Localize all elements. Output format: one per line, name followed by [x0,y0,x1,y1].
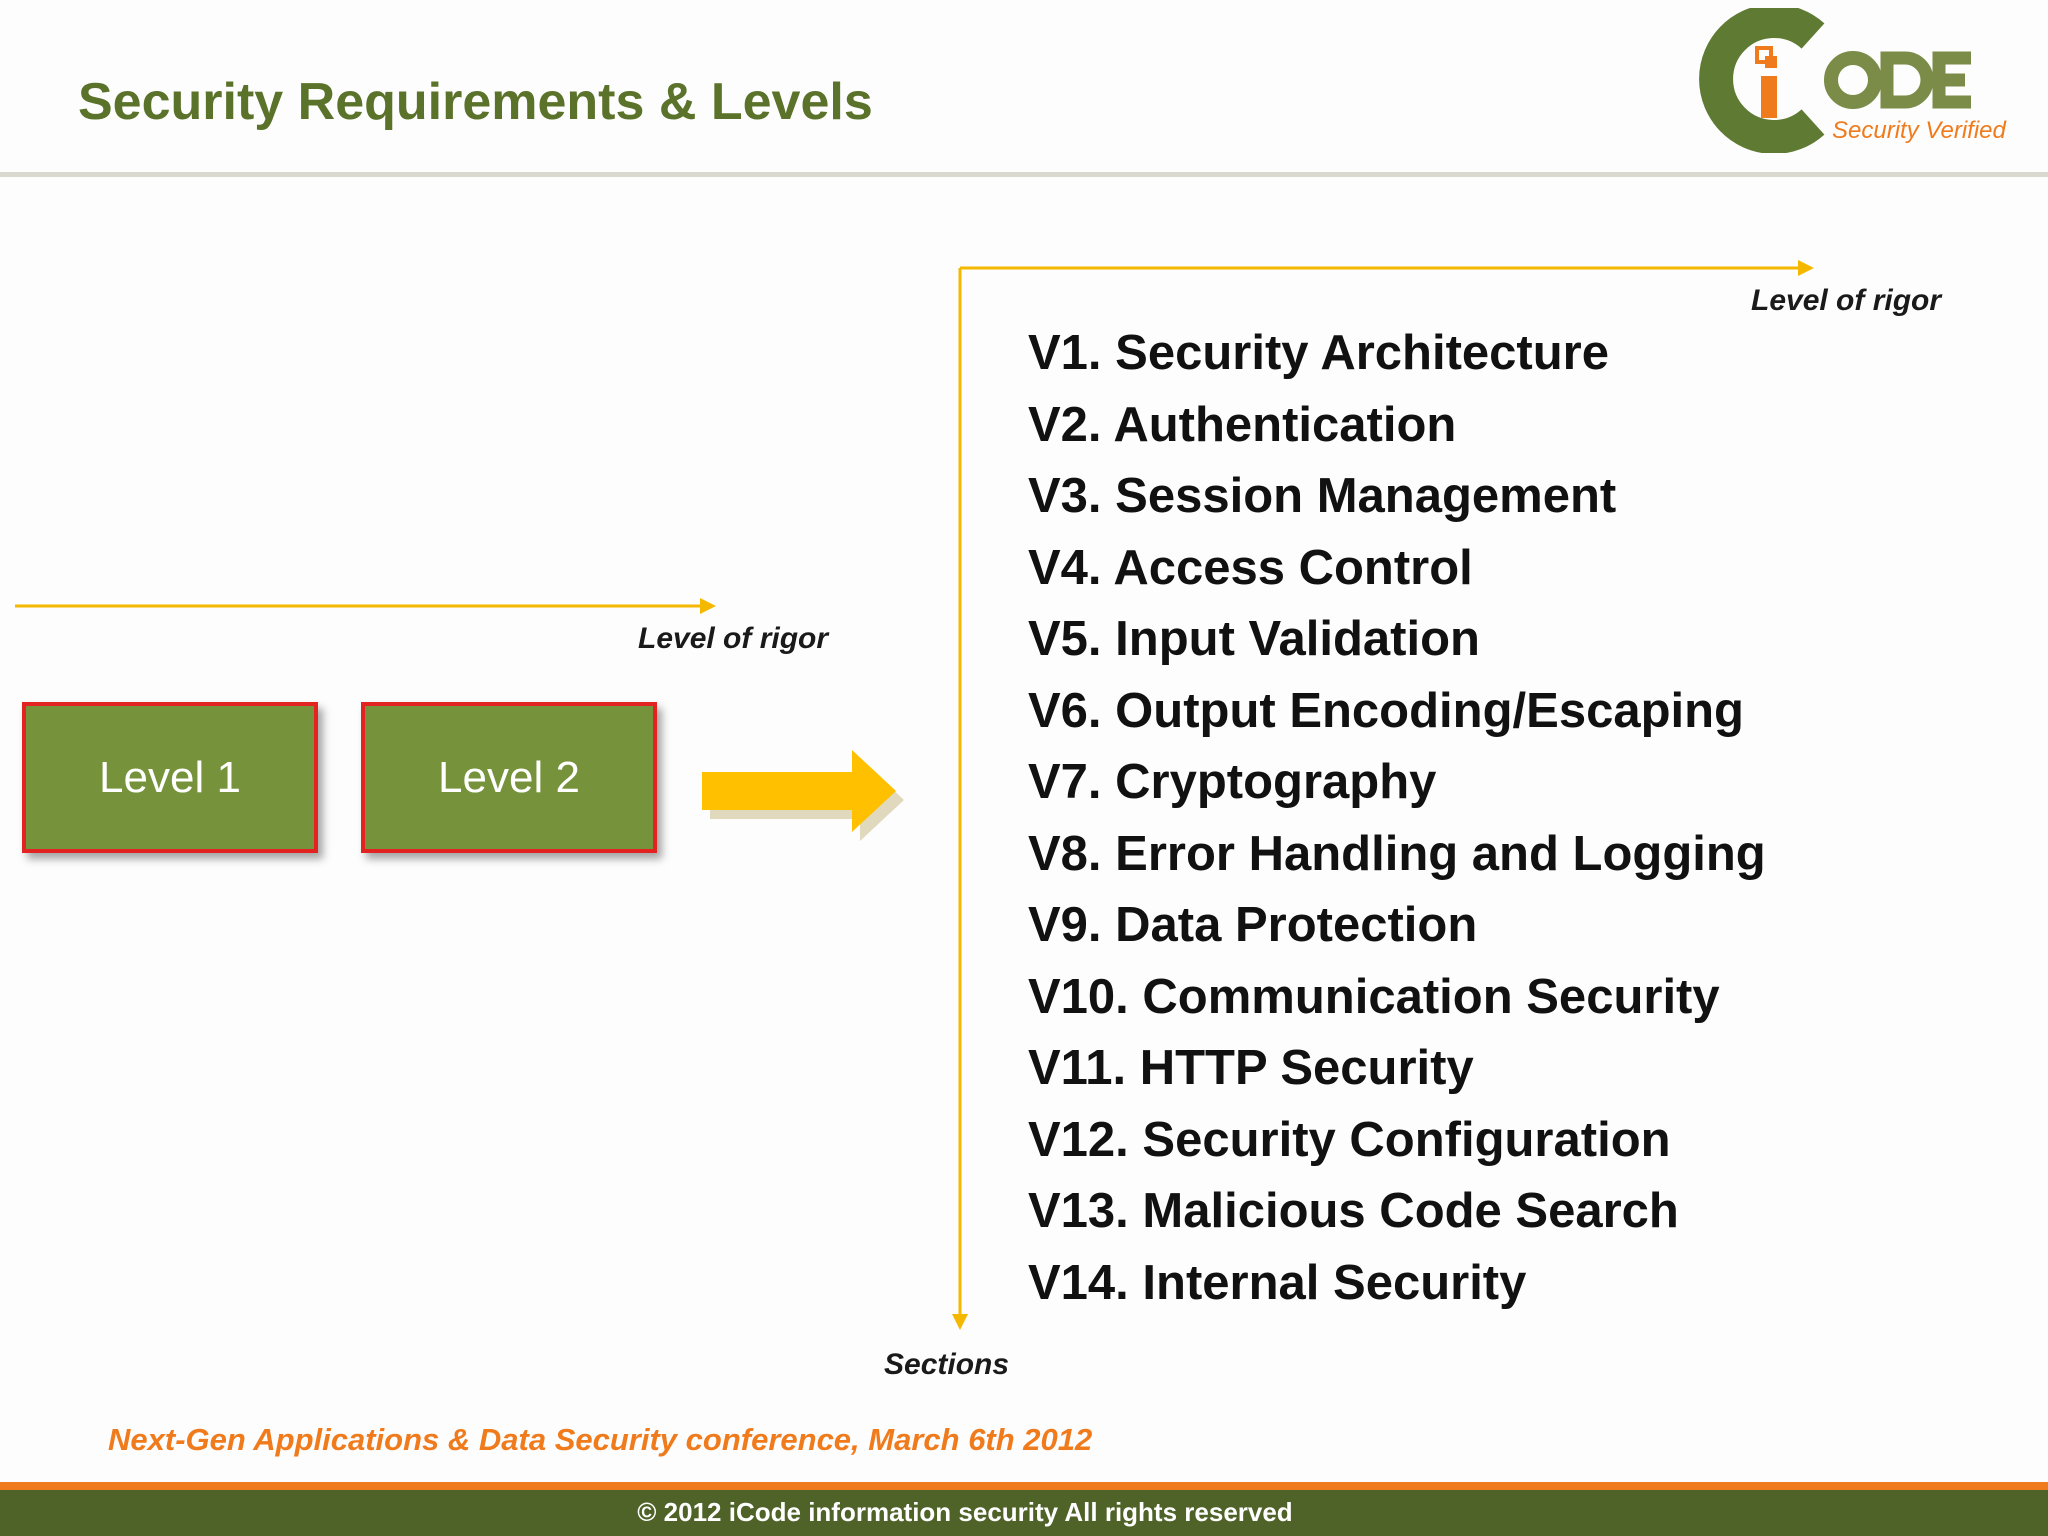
section-item: V1. Security Architecture [1028,326,1609,380]
section-item: V6. Output Encoding/Escaping [1028,683,1744,738]
section-item: V3. Session Management [1028,469,1617,523]
section-item: V13. Malicious Code Search [1028,1184,1679,1238]
section-item: V7. Cryptography [1028,755,1437,809]
top-rigor-label: Level of rigor [1751,284,1942,317]
top-rigor-axis-arrowhead [1798,260,1814,276]
left-rigor-axis-arrowhead [700,598,716,614]
conference-note: Next-Gen Applications & Data Security conference, March 6th 2012 [108,1422,1093,1457]
page-title: Security Requirements & Levels [78,73,873,131]
section-item: V4. Access Control [1028,540,1473,595]
section-item: V9. Data Protection [1028,898,1478,952]
transition-arrow [702,750,904,841]
sections-list [1028,320,1766,1321]
section-item: V12. Security Configuration [1028,1112,1671,1167]
footer-accent-stripe [0,1482,2048,1490]
sections-label: Sections [884,1348,1010,1381]
section-item: V11. HTTP Security [1028,1041,1474,1095]
section-item: V2. Authentication [1028,397,1457,452]
section-item: V14. Internal Security [1028,1255,1527,1310]
logo-tagline: Security Verified [1832,117,2006,144]
section-item: V8. Error Handling and Logging [1028,826,1766,881]
section-item: V10. Communication Security [1028,969,1720,1024]
level-2-box: Level 2 [361,702,657,853]
left-rigor-label: Level of rigor [638,622,829,655]
level-1-box: Level 1 [22,702,318,853]
footer-copyright: © 2012 iCode information security All rights reserved [637,1497,1293,1527]
section-item: V5. Input Validation [1028,612,1480,666]
sections-axis-arrowhead [952,1314,968,1330]
